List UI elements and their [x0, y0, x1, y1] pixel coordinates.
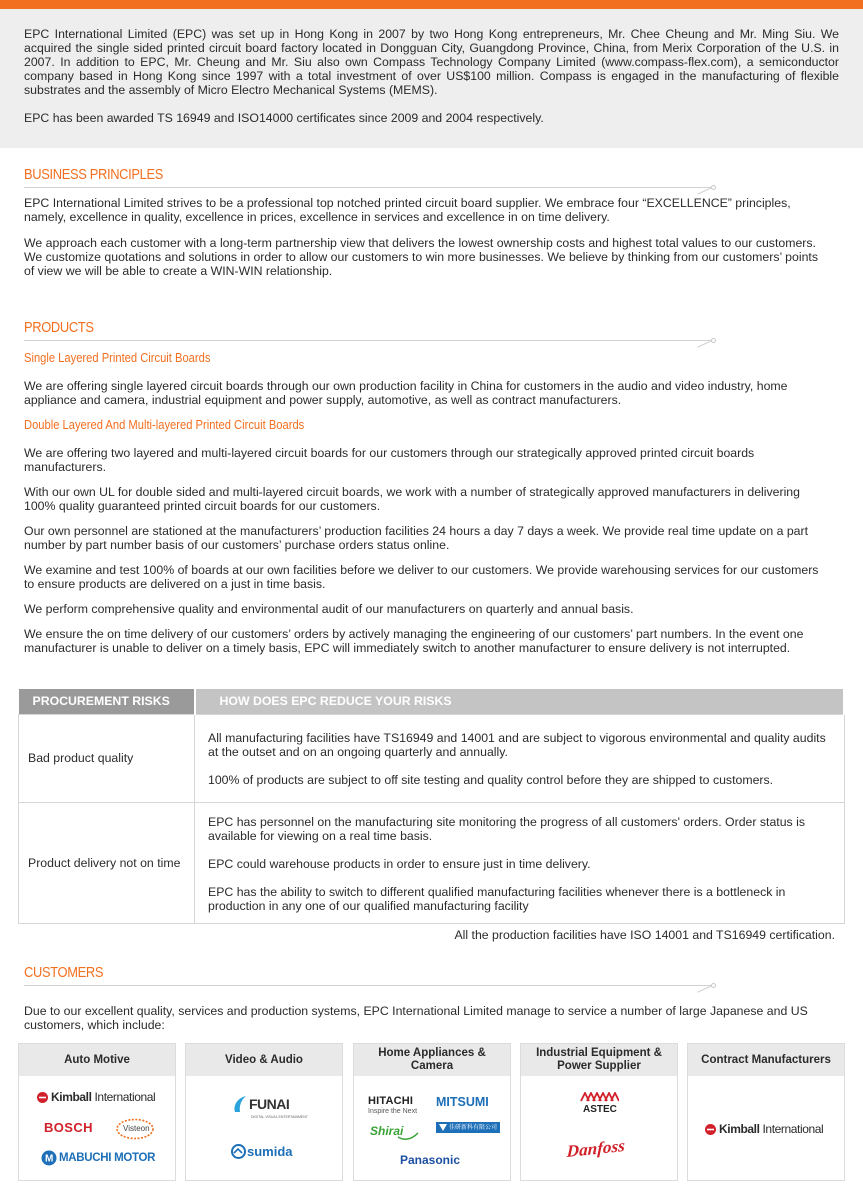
mabuchi-wordmark: MABUCHI MOTOR: [59, 1152, 156, 1164]
risk-answer: EPC could warehouse products in order to ensure just in time delivery.: [208, 856, 591, 871]
table-header-row: [19, 689, 845, 714]
risk-answer: All manufacturing facilities have TS16949 and 14001 and are subject to vigorous environmental and quality audits at the outset and on an ongoing quarterly and annually.: [208, 731, 826, 759]
products-paragraph: We examine and test 100% of boards at our own facilities before we deliver to our customers. We provide warehousing services for our customers to ensure products are delivered on a just in time basis.: [24, 563, 819, 591]
section-title: CUSTOMERS: [24, 964, 104, 981]
astec-wordmark: ASTEC: [583, 1104, 617, 1115]
top-accent-bar: [0, 0, 863, 9]
products-paragraph: We are offering two layered and multi-layered circuit boards for our customers through our strategically approved printed circuit boards manufacturers.: [24, 446, 755, 474]
section-title: BUSINESS PRINCIPLES: [24, 166, 163, 183]
customer-category-automotive: [18, 1043, 176, 1181]
risk-answer-cell: [195, 714, 845, 802]
category-title: Video & Audio: [186, 1044, 342, 1076]
mitsumi-logo: MITSUMI: [436, 1095, 489, 1109]
table-row: [19, 714, 845, 802]
subheading-multi-layer: Double Layered And Multi-layered Printed Circuit Boards: [24, 417, 305, 432]
bosch-logo: BOSCH: [44, 1120, 93, 1135]
category-title: Industrial Equipment & Power Supplier: [521, 1044, 677, 1076]
category-title: Contract Manufacturers: [688, 1044, 844, 1076]
risk-answer: 100% of products are subject to off site testing and quality control before they are shipped to customers.: [208, 773, 774, 787]
products-paragraph: We are offering single layered circuit boards through our own production facility in China for customers in the audio and video industry, home appliance and camera, industrial equipment and power supply, automotive, as well as contract manufacturers.: [24, 379, 788, 407]
category-title: Home Appliances & Camera: [354, 1044, 510, 1076]
certification-note: All the production facilities have ISO 14001 and TS16949 certification.: [454, 928, 835, 942]
svg-text:M: M: [44, 1153, 54, 1165]
risk-answer-cell: [195, 802, 845, 923]
business-paragraph: EPC International Limited strives to be a professional top notched printed circuit board supplier. We embrace four “EXCELLENCE” principles, namely, excellence in quality, excellence in prices, excellence in services and excellence in on time delivery.: [24, 196, 791, 224]
section-title: PRODUCTS: [24, 319, 94, 336]
risk-answer: EPC has personnel on the manufacturing site monitoring the progress of all customers' orders. Order status is available for viewing on a real time basis.: [208, 814, 805, 843]
business-paragraph: We approach each customer with a long-term partnership view that delivers the lowest ownership costs and highest total values to our customers. We customize quotations and solutions in order to allow our customers to win more businesses. We believe by thinking from our customers’ points of view we will be able to create a WIN-WIN relationship.: [24, 236, 818, 278]
products-paragraph: Our own personnel are stationed at the manufacturers’ production facilities 24 hours a day 7 days a week. We provide real time update on a part number by part number basis of our customers’ purchase orders status online.: [24, 524, 809, 552]
shirai-logo: [370, 1121, 419, 1141]
risk-answer: EPC has the ability to switch to different qualified manufacturing facilities whenever there is a bottleneck in production in any one of our qualified manufacturing facility: [208, 884, 786, 913]
business-principles-header: [24, 166, 712, 188]
sumida-wordmark: sumida: [247, 1143, 293, 1159]
products-paragraph: We perform comprehensive quality and environmental audit of our manufacturers on quarterly and annual basis.: [24, 602, 634, 616]
procurement-risks-table: [18, 689, 845, 924]
customer-category-video-audio: [185, 1043, 343, 1181]
funai-wordmark: FUNAI: [249, 1096, 290, 1112]
certification-paragraph: EPC has been awarded TS 16949 and ISO14000 certificates since 2009 and 2004 respectively.: [24, 111, 544, 125]
mabuchi-logo: [41, 1150, 155, 1166]
visteon-wordmark: Visteon: [123, 1124, 150, 1133]
category-title: Auto Motive: [19, 1044, 175, 1076]
danfoss-wordmark: Danfoss: [566, 1136, 626, 1161]
intro-paragraph: EPC International Limited (EPC) was set up in Hong Kong in 2007 by two Hong Kong entrepreneurs, Mr. Chee Cheung and Mr. Ming Siu. We acquired the single sided printed circuit board factory located in Dongguan City, Guangdong Province, China, from Merix Corporation of the U.S. in 2007. In addition to EPC, Mr. Cheung and Mr. Siu also own Compass Technology Company Limited (www.compass-flex.com), a semiconductor company based in Hong Kong since 1997 with a total investment of over US$100 million. Compass is engaged in the manufacturing of flexible substrates and the assembly of Micro Electro Mechanical Systems (MEMS).: [24, 27, 839, 97]
risk-label: Product delivery not on time: [19, 802, 195, 923]
jiayan-wordmark: 佳研新科有限公司: [449, 1124, 498, 1131]
hitachi-tagline: Inspire the Next: [368, 1108, 418, 1115]
shirai-wordmark: Shirai: [370, 1124, 404, 1138]
intro-panel: [0, 9, 863, 148]
products-header: [24, 319, 712, 341]
products-paragraph: We ensure the on time delivery of our customers’ orders by actively managing the engineering of our customers’ part numbers. In the event one manufacturer is unable to deliver on a timely basis, EPC will immediately switch to another manufacturer to ensure delivery is not interrupted.: [24, 627, 804, 655]
hitachi-logo: HITACHI: [368, 1095, 414, 1107]
funai-logo: [231, 1094, 308, 1119]
col-procurement-risks: PROCUREMENT RISKS: [19, 689, 195, 714]
astec-logo: [579, 1092, 619, 1102]
subheading-single-layer: Single Layered Printed Circuit Boards: [24, 350, 211, 365]
sumida-logo: [231, 1144, 293, 1159]
danfoss-logo: [566, 1136, 626, 1161]
customers-header: [24, 964, 712, 986]
customer-category-industrial: [520, 1043, 678, 1181]
table-row: [19, 802, 845, 923]
jiayan-logo: [436, 1122, 500, 1133]
col-how-epc-reduces: HOW DOES EPC REDUCE YOUR RISKS: [195, 689, 845, 714]
customer-category-home-appliances: [353, 1043, 511, 1181]
panasonic-logo: Panasonic: [400, 1153, 461, 1167]
kimball-logo: [37, 1090, 155, 1104]
kimball-logo: [705, 1122, 823, 1136]
kimball-wordmark: Kimball International: [51, 1090, 156, 1104]
customer-category-contract: [687, 1043, 845, 1181]
risk-label: Bad product quality: [19, 714, 195, 802]
customers-intro: Due to our excellent quality, services and production systems, EPC International Limited manage to service a number of large Japanese and US customers, which include:: [24, 1004, 808, 1032]
products-paragraph: With our own UL for double sided and multi-layered circuit boards, we work with a number of strategically approved manufacturers in delivering 100% quality guaranteed printed circuit boards for our customers.: [24, 485, 800, 513]
visteon-logo: [115, 1118, 155, 1140]
customer-logos-grid: [18, 1043, 845, 1181]
kimball-wordmark: Kimball International: [719, 1122, 824, 1136]
funai-tagline: DIGITAL VISUAL ENTERTAINMENT: [251, 1115, 308, 1119]
